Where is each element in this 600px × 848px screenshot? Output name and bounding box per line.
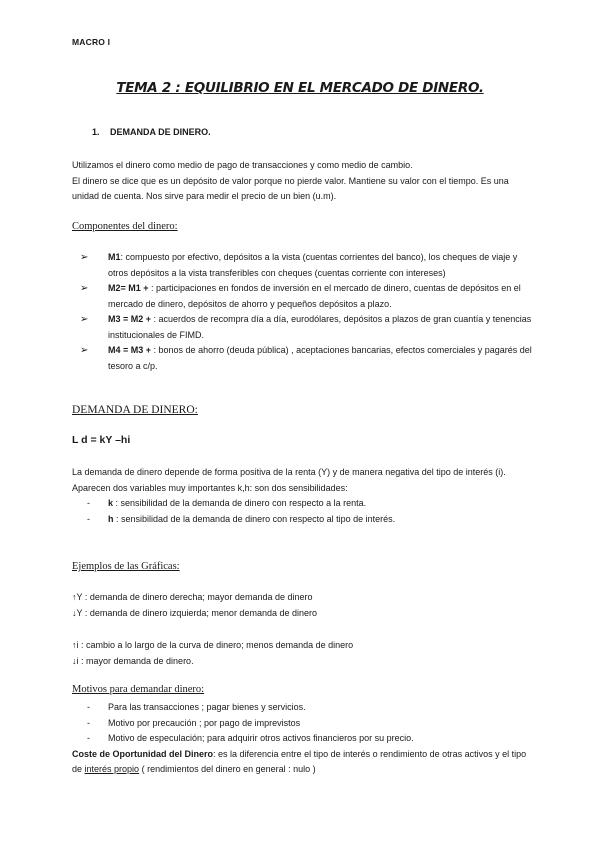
item-text: : sensibilidad de la demanda de dinero con respecto a la renta.: [113, 498, 367, 508]
dash-bullet: -: [87, 498, 90, 508]
item-term: M3 = M2 +: [108, 314, 152, 324]
list-item: [72, 250, 534, 281]
coste-oportunidad: [72, 747, 534, 778]
item-text: : participaciones en fondos de inversión en el mercado de dinero, cuentas de depósitos en el mercado de dinero, depósitos de ahorro y pequeños depósitos a plazo.: [108, 283, 521, 309]
list-item: [72, 343, 534, 374]
course-header: MACRO I: [72, 37, 111, 47]
item-text: : bonos de ahorro (deuda pública) , aceptaciones bancarias, efectos comerciales y pagarés del tesoro a c/p.: [108, 345, 532, 371]
item-text: : compuesto por efectivo, depósitos a la vista (cuentas corrientes del banco), los cheques de viaje y otros depósitos a la vista transferibles con cheques (cuentas corriente con intereses): [108, 252, 518, 278]
section-title: DEMANDA DE DINERO.: [110, 127, 211, 137]
demand-formula: L d = kY –hi: [72, 434, 131, 446]
coste-term: Coste de Oportunidad del Dinero: [72, 748, 214, 759]
list-item: [72, 731, 534, 747]
intro-line-1: Utilizamos el dinero como medio de pago de transacciones y como medio de cambio.: [72, 160, 413, 170]
ejemplos-block-1: [72, 590, 532, 621]
section-number: 1.: [92, 127, 100, 137]
arrow-bullet-icon: ➢: [80, 252, 89, 263]
interes-propio-text: interés propio: [84, 764, 140, 774]
list-item: [72, 496, 532, 512]
intro-paragraph: [72, 158, 532, 205]
ejemplos-heading: Ejemplos de las Gráficas:: [72, 561, 180, 572]
motivos-block: [72, 700, 534, 778]
list-item: [72, 700, 534, 716]
item-term: k: [108, 498, 114, 508]
item-term: h: [108, 513, 114, 524]
section-heading-demanda: [92, 127, 211, 137]
dash-bullet: -: [87, 702, 90, 712]
motivos-heading: Motivos para demandar dinero:: [72, 684, 205, 695]
list-item: [72, 716, 534, 732]
coste-text-2: ( rendimientos del dinero en general : nulo ): [139, 764, 316, 774]
item-text: : acuerdos de recompra día a día, eurodólares, depósitos a plazos de gran cuantía y tenencias institucionales de FIMD.: [108, 314, 532, 340]
ejemplos-block-2: [72, 638, 532, 669]
componentes-heading: Componentes del dinero:: [72, 221, 178, 232]
item-term: M4 = M3 +: [108, 345, 152, 355]
list-item: [72, 281, 534, 312]
intro-line-2: El dinero se dice que es un depósito de valor porque no pierde valor. Mantiene su valor con el tiempo. Es una unidad de cuenta. Nos sirve para medir el precio de un bien (u.m).: [72, 175, 509, 201]
item-term: M2= M1 +: [108, 283, 149, 293]
item-text: Motivo de especulación; para adquirir otros activos financieros por su precio.: [108, 733, 414, 743]
arrow-bullet-icon: ➢: [80, 345, 89, 356]
item-text: Para las transacciones ; pagar bienes y servicios.: [108, 702, 306, 712]
ejemplo-line: ↑Y : demanda de dinero derecha; mayor demanda de dinero: [72, 592, 313, 602]
demanda-para-2: Aparecen dos variables muy importantes k,h: son dos sensibilidades:: [72, 482, 348, 493]
page-title: TEMA 2 : EQUILIBRIO EN EL MERCADO DE DINERO.: [116, 80, 484, 96]
list-item: [72, 312, 534, 343]
coste-text-1: : es la diferencia entre el tipo de interés o rendimiento de otras activos y el tipo de: [72, 748, 527, 774]
componentes-list: [72, 250, 534, 374]
ejemplo-line: ↓Y : demanda de dinero izquierda; menor demanda de dinero: [72, 607, 317, 618]
arrow-bullet-icon: ➢: [80, 283, 89, 294]
demanda-paragraph: [72, 465, 532, 527]
item-term: M1: [108, 252, 121, 262]
ejemplo-line: ↓i : mayor demanda de dinero.: [72, 655, 194, 666]
demanda-heading: DEMANDA DE DINERO:: [72, 404, 198, 416]
item-text: Motivo por precaución ; por pago de imprevistos: [108, 717, 301, 728]
dash-bullet: -: [87, 733, 90, 743]
dash-bullet: -: [87, 717, 90, 728]
dash-bullet: -: [87, 513, 90, 524]
ejemplo-line: ↑i : cambio a lo largo de la curva de dinero; menos demanda de dinero: [72, 640, 354, 650]
list-item: [72, 512, 532, 528]
item-text: : sensibilidad de la demanda de dinero con respecto al tipo de interés.: [113, 513, 396, 524]
arrow-bullet-icon: ➢: [80, 314, 89, 325]
demanda-para-1: La demanda de dinero depende de forma positiva de la renta (Y) y de manera negativa del tipo de interés (i).: [72, 467, 506, 477]
